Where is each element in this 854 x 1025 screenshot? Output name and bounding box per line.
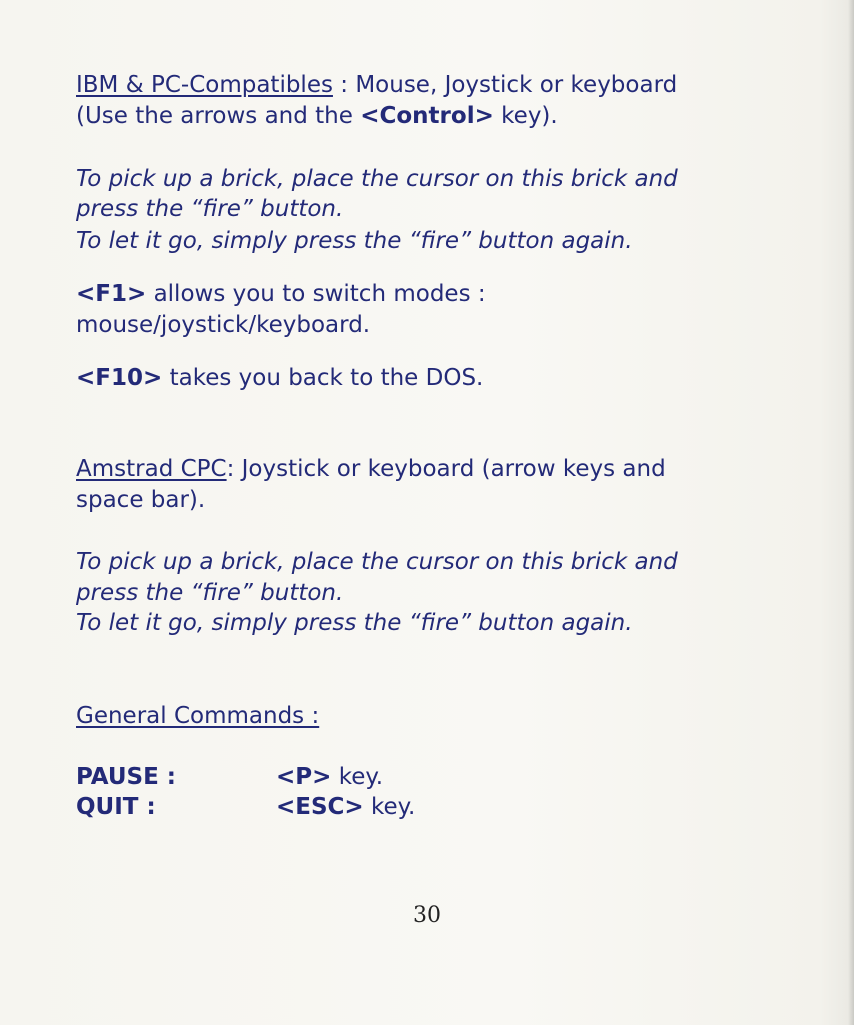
ibm-intro-rest: : Mouse, Joystick or keyboard [332, 72, 678, 98]
amstrad-pickup-line-2: press the “fire” button. [76, 580, 344, 606]
ibm-controls-pre: (Use the arrows and the [76, 103, 361, 129]
quit-label: QUIT : [76, 794, 156, 820]
general-commands-heading: General Commands : [76, 703, 320, 729]
page-edge-shadow [848, 0, 854, 1025]
ibm-pickup-line-2: press the “fire” button. [76, 196, 344, 222]
amstrad-letgo-line: To let it go, simply press the “fire” button again. [76, 610, 633, 636]
f1-line-2: mouse/joystick/keyboard. [76, 312, 371, 338]
f10-text: takes you back to the DOS. [162, 365, 484, 391]
f10-key: <F10> [76, 365, 163, 391]
f10-line [76, 363, 796, 393]
f1-line-1 [76, 279, 796, 309]
quit-key-line [276, 792, 415, 822]
amstrad-intro-rest: : Joystick or keyboard (arrow keys and [226, 456, 666, 482]
ibm-heading: IBM & PC-Compatibles [76, 72, 333, 98]
pause-key: <P> [276, 764, 332, 790]
quit-key-suffix: key. [363, 794, 416, 820]
amstrad-intro-line [76, 454, 796, 484]
ibm-intro-line [76, 70, 796, 100]
amstrad-line-2: space bar). [76, 487, 206, 513]
amstrad-pickup-line-1: To pick up a brick, place the cursor on this brick and [76, 549, 678, 575]
control-key: <Control> [360, 103, 494, 129]
ibm-letgo-line: To let it go, simply press the “fire” button again. [76, 228, 633, 254]
f1-text: allows you to switch modes : [146, 281, 486, 307]
ibm-pickup-line-1: To pick up a brick, place the cursor on this brick and [76, 166, 678, 192]
pause-key-suffix: key. [331, 764, 384, 790]
page-number: 30 [413, 903, 441, 928]
f1-key: <F1> [76, 281, 147, 307]
quit-key: <ESC> [276, 794, 364, 820]
amstrad-heading: Amstrad CPC [76, 456, 227, 482]
ibm-controls-line [76, 101, 796, 131]
ibm-controls-post: key). [493, 103, 558, 129]
pause-label: PAUSE : [76, 764, 176, 790]
pause-key-line [276, 762, 383, 792]
